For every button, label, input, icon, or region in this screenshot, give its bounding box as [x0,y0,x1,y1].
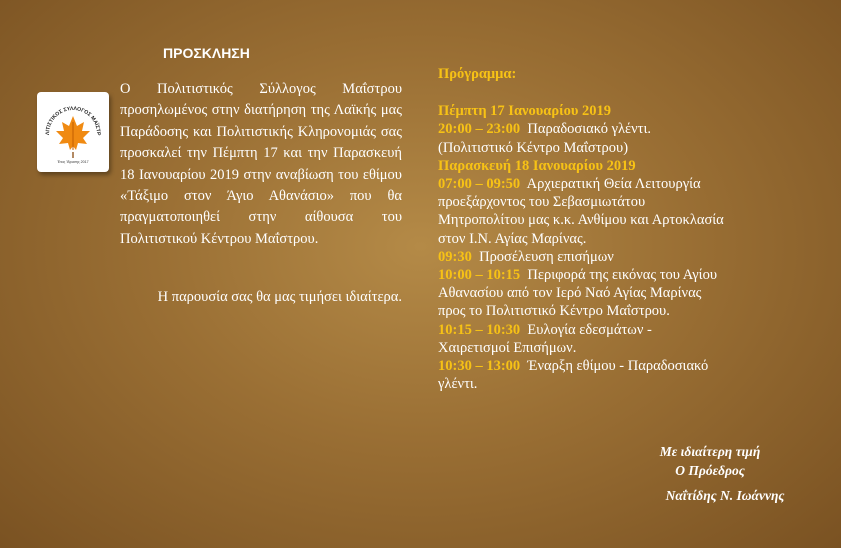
schedule-text: (Πολιτιστικό Κέντρο Μαΐστρου) [438,139,629,156]
signature-block [600,442,820,480]
schedule-time: 09:30 [438,248,472,265]
invitation-title: ΠΡΟΣΚΛΗΣΗ [163,45,250,61]
program-heading: Πρόγραμμα: [438,66,517,82]
schedule-time: 07:00 – 09:50 [438,176,521,193]
program-section [438,65,828,393]
schedule-item [438,321,828,339]
schedule-text: Αθανασίου από τον Ιερό Ναό Αγίας Μαρίνας [438,285,702,302]
day1-heading: Πέμπτη 17 Ιανουαρίου 2019 [438,103,612,120]
schedule-text: προς το Πολιτιστικό Κέντρο Μαΐστρου. [438,303,670,320]
schedule-text: Αρχιερατική Θεία Λειτουργία [526,176,701,193]
logo-year-text: Έτος Ίδρυσης 2017 [57,160,89,164]
schedule-time: 20:00 – 23:00 [438,121,521,138]
schedule-time: 10:30 – 13:00 [438,358,521,375]
signature-role: Ο Πρόεδρος [675,463,745,478]
schedule-text: προεξάρχοντος του Σεβασμιωτάτου [438,194,646,211]
schedule-item [438,266,828,284]
schedule-text: Χαιρετισμοί Επισήμων. [438,339,577,356]
signature-greeting: Με ιδιαίτερη τιμή [659,444,761,459]
schedule-text: Περιφορά της εικόνας του Αγίου [527,267,718,284]
invitation-text: Ο Πολιτιστικός Σύλλογος Μαΐστρου προσηλωμένος στην διατήρηση της Λαϊκής μας Παράδοσης και Πολιτιστικής Κληρονομιάς σας προσκαλεί την Πέμπτη 17 και την Παρασκευή 18 Ιανουαρίου 2019 στην αναβίωση του εθίμου «Τάξιμο στον Άγιο Αθανάσιο» που θα πραγματοποιηθεί στην αίθουσα του Πολιτιστικού Κέντρου Μαΐστρου. [120,81,402,247]
schedule-text: Παραδοσιακό γλέντι. [527,121,652,138]
schedule-time: 10:15 – 10:30 [438,321,521,338]
closing-remark: Η παρουσία σας θα μας τιμήσει ιδιαίτερα. [157,289,402,305]
schedule-text: Ευλογία εδεσμάτων - [527,321,652,338]
schedule-text: στον Ι.Ν. Αγίας Μαρίνας. [438,230,587,247]
schedule-item [438,357,828,375]
schedule-item [438,175,828,193]
schedule-text: Έναρξη εθίμου - Παραδοσιακό [527,358,709,375]
schedule-item [438,248,828,266]
schedule-time: 10:00 – 10:15 [438,267,521,284]
logo-ring-text: ΛΙΤΙΣΤΙΚΟΣ ΣΥΛΛΟΓΟΣ ΜΑΪΣΤΡ [44,105,102,136]
schedule-text: γλέντι. [438,376,478,393]
schedule-text: Μητροπολίτου μας κ.κ. Ανθίμου και Αρτοκλασία [438,212,724,229]
schedule-item [438,120,828,138]
orange-leaf-icon [37,92,109,172]
signature-name: Ναΐτίδης Ν. Ιωάννης [665,488,785,503]
association-logo [37,92,109,172]
day2-heading: Παρασκευή 18 Ιανουαρίου 2019 [438,157,636,174]
schedule-text: Προσέλευση επισήμων [479,248,614,265]
